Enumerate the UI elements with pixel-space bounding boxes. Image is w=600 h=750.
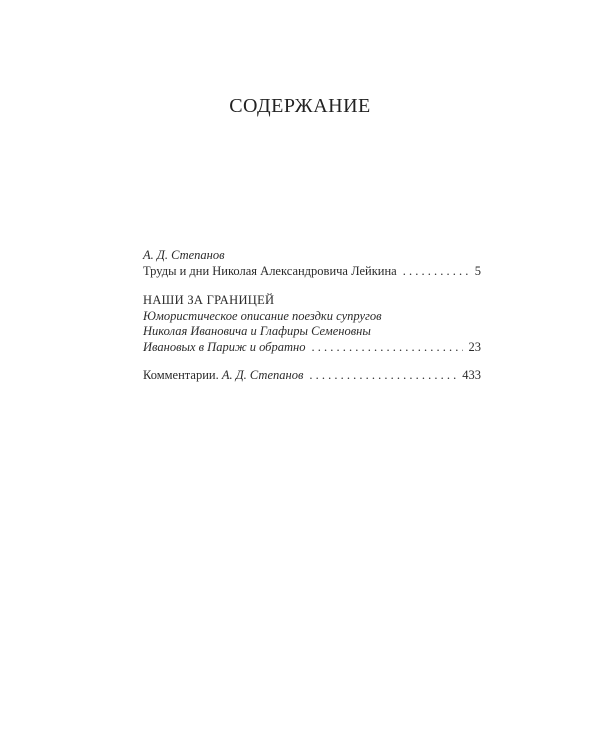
table-of-contents (143, 248, 481, 384)
toc-page-number: 23 (468, 339, 481, 354)
toc-entry-title: Комментарии. (143, 368, 219, 382)
toc-subtitle-text: Ивановых в Париж и обратно (143, 339, 306, 354)
dot-leader (311, 340, 462, 356)
toc-entry-title-group (143, 368, 303, 384)
toc-entry-author-name: А. Д. Степанов (143, 248, 225, 262)
toc-subtitle-line (143, 309, 481, 325)
toc-entry-line[interactable] (143, 368, 481, 384)
toc-page-number: 5 (474, 263, 481, 278)
toc-entry-line[interactable] (143, 340, 481, 356)
toc-entry-title: Труды и дни Николая Александровича Лейкина (143, 263, 397, 278)
toc-entry-line[interactable] (143, 264, 481, 280)
dot-leader (309, 368, 456, 384)
page-title: СОДЕРЖАНИЕ (229, 95, 371, 117)
toc-subtitle-line (143, 324, 481, 340)
toc-section-heading[interactable] (143, 293, 481, 309)
toc-subtitle-text: Николая Ивановича и Глафиры Семеновны (143, 324, 371, 338)
dot-leader (403, 264, 469, 280)
toc-subtitle-text: Юмористическое описание поездки супругов (143, 308, 382, 323)
toc-section-title: НАШИ ЗА ГРАНИЦЕЙ (143, 293, 275, 307)
toc-entry-author-name: А. Д. Степанов (221, 368, 304, 382)
toc-entry-author (143, 248, 481, 264)
toc-page-number: 433 (462, 368, 481, 382)
